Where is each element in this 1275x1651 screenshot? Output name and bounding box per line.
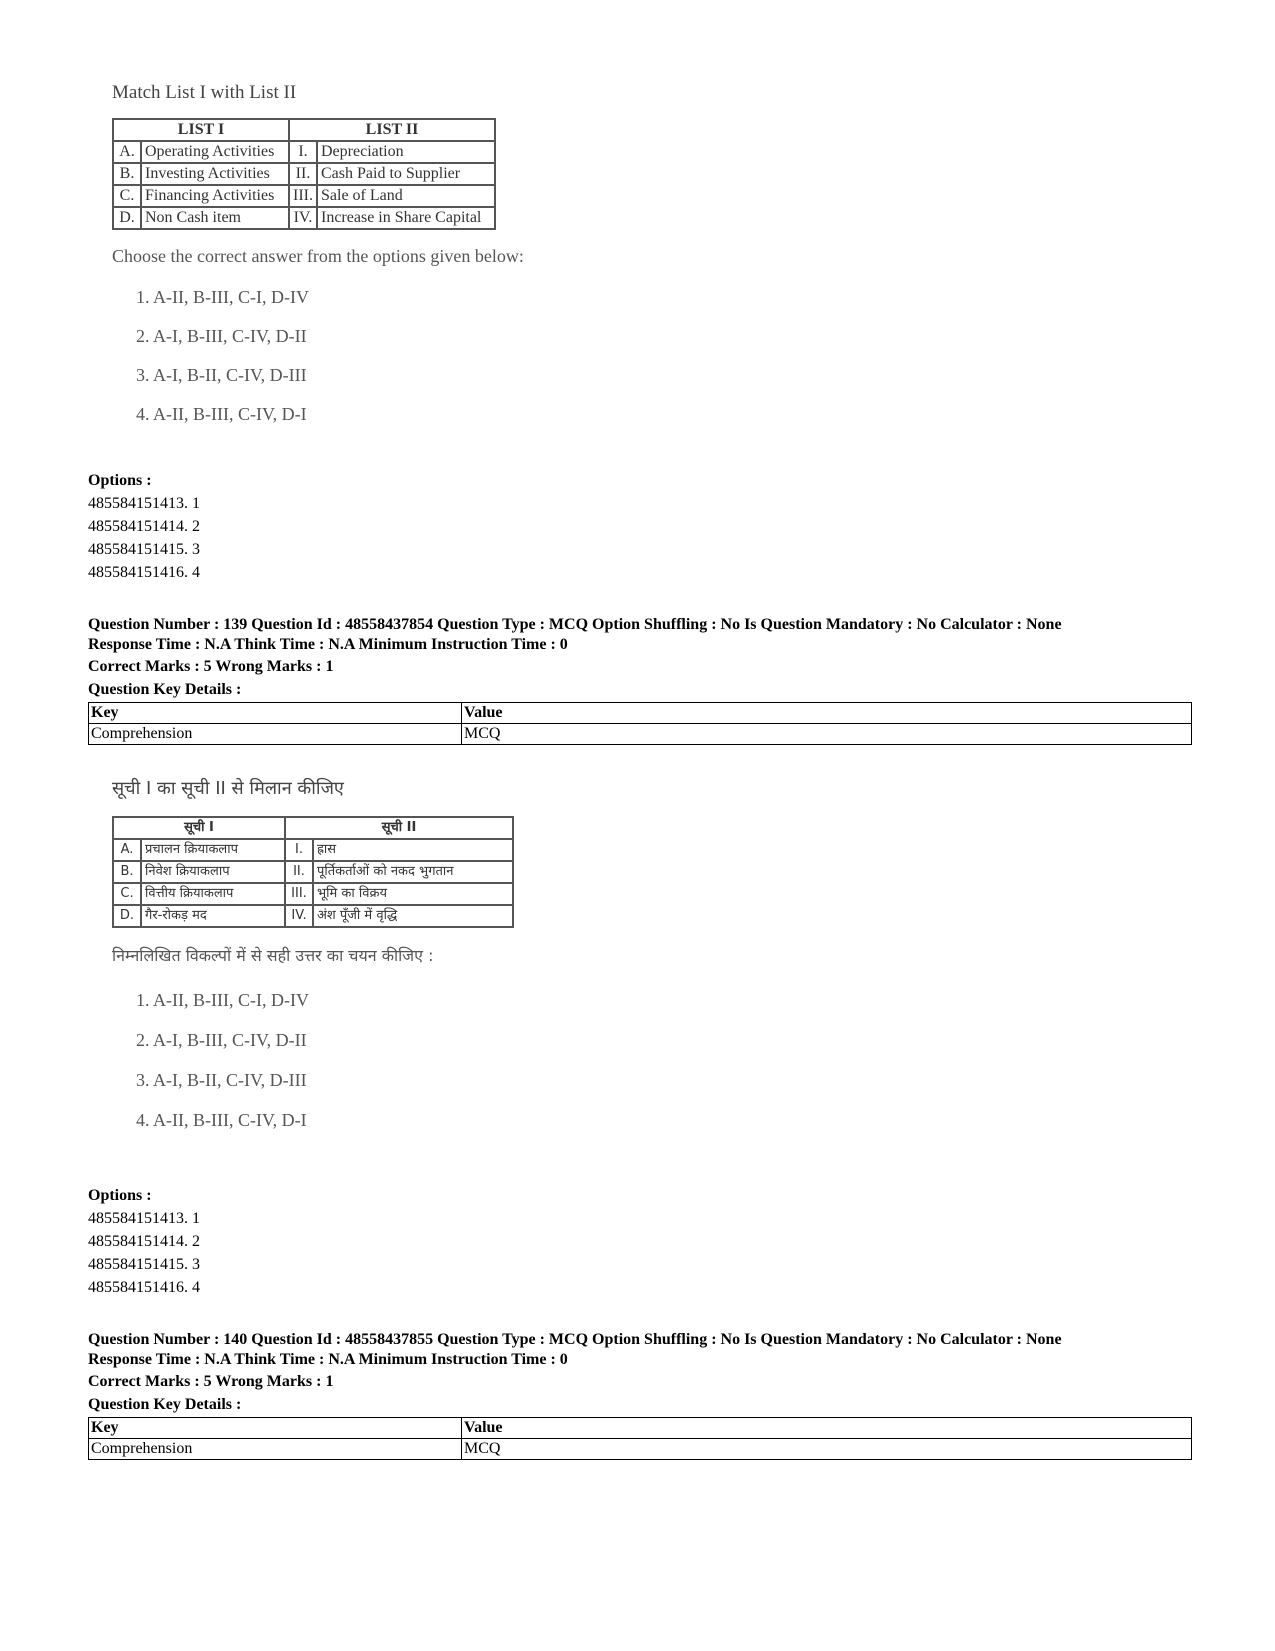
- value-header: Value: [462, 703, 1192, 724]
- match-row: A. प्रचालन क्रियाकलाप I. ह्रास: [113, 839, 513, 861]
- choice-item: 4. A-II, B-III, C-IV, D-I: [136, 1110, 307, 1130]
- choice-item: 4. A-II, B-III, C-IV, D-I: [136, 404, 307, 424]
- match-row: C. Financing Activities III. Sale of Land: [113, 185, 495, 207]
- choice-item: 1. A-II, B-III, C-I, D-IV: [136, 287, 309, 307]
- option-item: 485584151416. 4: [88, 564, 200, 581]
- choose-instruction: Choose the correct answer from the options given below:: [112, 246, 524, 266]
- choice-item: 3. A-I, B-II, C-IV, D-III: [136, 1070, 307, 1090]
- key-details-label: Question Key Details :: [88, 681, 242, 698]
- choice-item: 3. A-I, B-II, C-IV, D-III: [136, 365, 307, 385]
- question-meta-line1: Question Number : 139 Question Id : 48558437854 Question Type : MCQ Option Shuffling : No Is Question Mandatory : No Calculator : None: [88, 616, 1062, 633]
- match-row: D. Non Cash item IV. Increase in Share Capital: [113, 207, 495, 229]
- option-item: 485584151415. 3: [88, 541, 200, 558]
- match-row: A. Operating Activities I. Depreciation: [113, 141, 495, 163]
- option-item: 485584151414. 2: [88, 518, 200, 535]
- question-meta-line1: Question Number : 140 Question Id : 48558437855 Question Type : MCQ Option Shuffling : No Is Question Mandatory : No Calculator : None: [88, 1331, 1062, 1348]
- option-item: 485584151415. 3: [88, 1256, 200, 1273]
- question-meta-line2: Response Time : N.A Think Time : N.A Minimum Instruction Time : 0: [88, 1351, 568, 1368]
- match-row: B. Investing Activities II. Cash Paid to Supplier: [113, 163, 495, 185]
- list-i-header: LIST I: [113, 119, 289, 141]
- marks-line: Correct Marks : 5 Wrong Marks : 1: [88, 1373, 334, 1390]
- question-meta: [88, 615, 1198, 655]
- option-item: 485584151416. 4: [88, 1279, 200, 1296]
- match-table: [112, 118, 496, 230]
- choice-item: 2. A-I, B-III, C-IV, D-II: [136, 326, 307, 346]
- question-meta-line2: Response Time : N.A Think Time : N.A Minimum Instruction Time : 0: [88, 636, 568, 653]
- options-label: Options :: [88, 472, 152, 489]
- list-ii-header: सूची II: [285, 817, 513, 839]
- value-header: Value: [462, 1418, 1192, 1439]
- option-item: 485584151414. 2: [88, 1233, 200, 1250]
- question-meta: [88, 1330, 1198, 1370]
- list-i-header: सूची I: [113, 817, 285, 839]
- key-cell: Comprehension: [89, 724, 462, 745]
- choose-instruction: निम्नलिखित विकल्पों में से सही उत्तर का चयन कीजिए :: [112, 946, 434, 965]
- match-row: B. निवेश क्रियाकलाप II. पूर्तिकर्ताओं को नकद भुगतान: [113, 861, 513, 883]
- key-header: Key: [89, 1418, 462, 1439]
- key-value-table: [88, 702, 1192, 745]
- key-header: Key: [89, 703, 462, 724]
- key-details-label: Question Key Details :: [88, 1396, 242, 1413]
- option-item: 485584151413. 1: [88, 495, 200, 512]
- list-ii-header: LIST II: [289, 119, 495, 141]
- question-prompt: सूची I का सूची II से मिलान कीजिए: [112, 778, 344, 799]
- value-cell: MCQ: [462, 1439, 1192, 1460]
- match-table: [112, 816, 514, 928]
- match-row: D. गैर-रोकड़ मद IV. अंश पूँजी में वृद्धि: [113, 905, 513, 927]
- choice-item: 1. A-II, B-III, C-I, D-IV: [136, 990, 309, 1010]
- choice-item: 2. A-I, B-III, C-IV, D-II: [136, 1030, 307, 1050]
- key-value-table: [88, 1417, 1192, 1460]
- key-cell: Comprehension: [89, 1439, 462, 1460]
- question-image-english: [112, 82, 524, 425]
- options-label: Options :: [88, 1187, 152, 1204]
- question-prompt: Match List I with List II: [112, 82, 297, 103]
- option-item: 485584151413. 1: [88, 1210, 200, 1227]
- match-row: C. वित्तीय क्रियाकलाप III. भूमि का विक्रय: [113, 883, 513, 905]
- value-cell: MCQ: [462, 724, 1192, 745]
- marks-line: Correct Marks : 5 Wrong Marks : 1: [88, 658, 334, 675]
- question-image-hindi: [112, 776, 514, 1131]
